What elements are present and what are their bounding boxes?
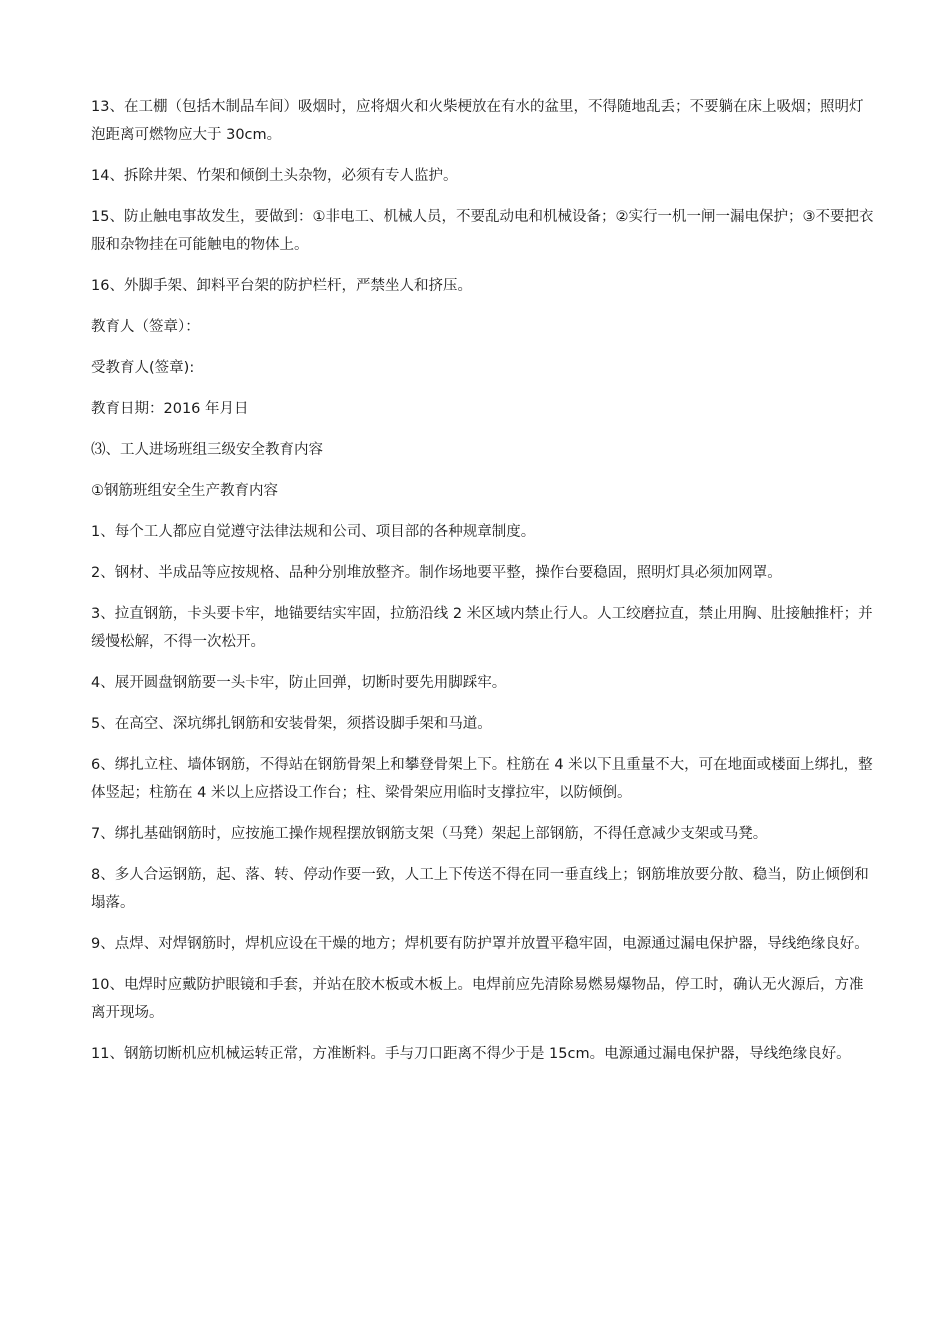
rule-item-2: 2、钢材、半成品等应按规格、品种分别堆放整齐。制作场地要平整，操作台要稳固，照明灯具必须加网罩。 [91, 565, 782, 581]
rule-item-11: 11、钢筋切断机应机械运转正常，方准断料。手与刀口距离不得少于是 15cm。电源通过漏电保护器，导线绝缘良好。 [91, 1046, 851, 1062]
rule-item-6: 6、绑扎立柱、墙体钢筋，不得站在钢筋骨架上和攀登骨架上下。柱筋在 4 米以下且重量不大，可在地面或楼面上绑扎，整体竖起；柱筋在 4 米以上应搭设工作台；柱、梁骨架应用临时支撑拉牢，以防倾倒。 [91, 757, 873, 801]
rule-item-8: 8、多人合运钢筋，起、落、转、停动作要一致，人工上下传送不得在同一垂直线上；钢筋堆放要分散、稳当，防止倾倒和塌落。 [91, 867, 869, 911]
rule-item-3: 3、拉直钢筋，卡头要卡牢，地锚要结实牢固，拉筋沿线 2 米区域内禁止行人。人工绞磨拉直，禁止用胸、肚接触推杆；并缓慢松解，不得一次松开。 [91, 606, 873, 650]
trainee-signature-line: 受教育人(签章): [91, 360, 195, 376]
rule-item-5: 5、在高空、深坑绑扎钢筋和安装骨架，须搭设脚手架和马道。 [91, 716, 492, 732]
section-heading: ⑶、工人进场班组三级安全教育内容 [91, 442, 323, 458]
rule-item-7: 7、绑扎基础钢筋时，应按施工操作规程摆放钢筋支架（马凳）架起上部钢筋，不得任意减少支架或马凳。 [91, 826, 768, 842]
paragraph-item-14: 14、拆除井架、竹架和倾倒土头杂物，必须有专人监护。 [91, 168, 458, 184]
rule-item-9: 9、点焊、对焊钢筋时，焊机应设在干燥的地方；焊机要有防护罩并放置平稳牢固，电源通过漏电保护器，导线绝缘良好。 [91, 936, 869, 952]
subsection-heading: ①钢筋班组安全生产教育内容 [91, 483, 278, 499]
educator-signature-line: 教育人（签章）： [91, 319, 200, 335]
education-date-line: 教育日期：2016 年月日 [91, 401, 249, 417]
rule-item-1: 1、每个工人都应自觉遵守法律法规和公司、项目部的各种规章制度。 [91, 524, 536, 540]
document-body [91, 93, 875, 1081]
rule-item-10: 10、电焊时应戴防护眼镜和手套，并站在胶木板或木板上。电焊前应先清除易燃易爆物品，停工时，确认无火源后，方准离开现场。 [91, 977, 864, 1021]
rule-item-4: 4、展开圆盘钢筋要一头卡牢，防止回弹，切断时要先用脚踩牢。 [91, 675, 507, 691]
paragraph-item-13: 13、在工棚（包括木制品车间）吸烟时，应将烟火和火柴梗放在有水的盆里，不得随地乱丢；不要躺在床上吸烟；照明灯泡距离可燃物应大于 30cm。 [91, 99, 864, 143]
paragraph-item-16: 16、外脚手架、卸料平台架的防护栏杆，严禁坐人和挤压。 [91, 278, 472, 294]
paragraph-item-15: 15、防止触电事故发生，要做到：①非电工、机械人员，不要乱动电和机械设备；②实行一机一闸一漏电保护；③不要把衣服和杂物挂在可能触电的物体上。 [91, 209, 874, 253]
